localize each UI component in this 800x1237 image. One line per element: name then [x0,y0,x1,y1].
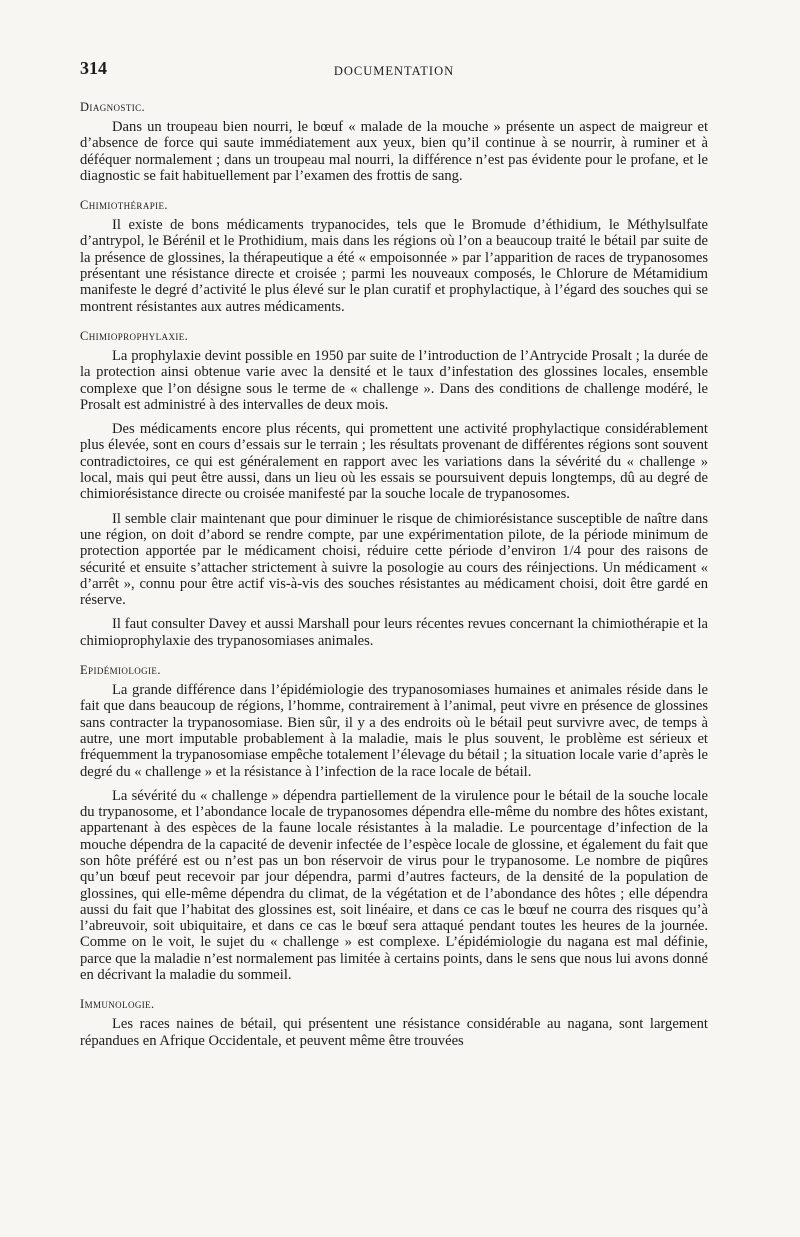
section-heading: Chimiothérapie. [80,198,168,213]
paragraph: Il semble clair maintenant que pour diminuer le risque de chimiorésistance susceptible de naître dans une région, on doit d’abord se rendre compte, par une expérimentation pilote, de la période minimum de protection apportée par le médicament choisi, réduire cette période d’environ 1/4 pour des raisons de sécurité et ensuite s’attacher strictement à suivre la posologie au cours des réinjections. Un médicament « d’arrêt », connu pour être actif vis-à-vis des souches résistantes au médicament choisi, doit être gardé en réserve. [80,510,708,609]
page-number: 314 [80,58,107,78]
paragraph: Il existe de bons médicaments trypanocides, tels que le Bromude d’éthidium, le Méthylsulfate d’antrypol, le Bérénil et le Prothidium, mais dans les régions où l’on a beaucoup traité le bétail par suite de la présence de glossines, la thérapeutique a été « empoisonnée » par l’apparition de races de trypanosomes présentant une résistance directe et croisée ; parmi les nouveaux composés, le Chlorure de Métamidium manifeste le degré d’activité le plus élevé sur le plan curatif et prophylactique, à l’égard des souches qui se montrent résistantes aux autres médicaments. [80,217,708,315]
paragraph: Il faut consulter Davey et aussi Marshall pour leurs récentes revues concernant la chimiothérapie et la chimioprophylaxie des trypanosomiases animales. [80,616,708,649]
paragraph: Les races naines de bétail, qui présentent une résistance considérable au nagana, sont largement répandues en Afrique Occidentale, et peuvent même être trouvées [80,1016,708,1049]
section-epidemiologie [80,663,708,983]
section-immunologie [80,997,708,1049]
section-heading: Diagnostic. [80,100,146,114]
section-heading: Chimioprophylaxie. [80,328,189,343]
paragraph: Des médicaments encore plus récents, qui promettent une activité prophylactique considérablement plus élevée, sont en cours d’essais sur le terrain ; les résultats provenant de différentes régions sont souvent contradictoires, ce qui est généralement en rapport avec les variations dans la sévérité du « challenge » local, mais qui peut être aussi, dans un lieu où les essais se poursuivent depuis longtemps, dû au degré de chimiorésistance directe ou croisée manifesté par la souche locale de trypanosomes. [80,421,708,503]
page-header [80,58,708,88]
running-head: DOCUMENTATION [333,64,455,78]
paragraph: La grande différence dans l’épidémiologie des trypanosomiases humaines et animales réside dans le fait que dans beaucoup de régions, l’homme, contrairement à l’animal, peut vivre en présence de glossines sans contracter la trypanosomiase. Bien sûr, il y a des endroits où le bétail peut survivre avec, de temps à autre, une mort imputable probablement à la maladie, mais le plus souvent, le problème est sérieux et fréquemment la trypanosomiase empêche totalement l’élevage du bétail ; la situation locale varie d’après le degré du « challenge » et la résistance à l’infection de la race locale de bétail. [80,682,708,780]
paragraph: Dans un troupeau bien nourri, le bœuf « malade de la mouche » présente un aspect de maigreur et d’absence de force qui saute immédiatement aux yeux, bien qu’il continue à se nourrir, à ruminer et à déféquer normalement ; dans un troupeau mal nourri, la différence n’est pas évidente pour le profane, et le diagnostic se fait habituellement par l’examen des frottis de sang. [80,119,708,184]
section-diagnostic [80,100,708,184]
section-chimiotherapie [80,198,708,315]
section-heading: Epidémiologie. [80,663,161,678]
section-heading: Immunologie. [80,997,155,1012]
paragraph: La sévérité du « challenge » dépendra partiellement de la virulence pour le bétail de la souche locale du trypanosome, et l’abondance locale de trypanosomes dépendra elle-même du nombre des hôtes existant, appartenant à des espèces de la faune locale résistantes à la maladie. Le pourcentage d’infection de la mouche dépendra de la capacité de devenir infectée de l’espèce locale de glossine, et également du fait que son hôte préféré est ou n’est pas un bon réservoir de virus pour le trypanosome. Le nombre de piqûres qu’un bœuf peut recevoir par jour dépendra, parmi d’autres facteurs, de la densité de la population de glossines, qui elle-même dépendra du climat, de la végétation et de l’abondance des hôtes ; elle dépendra aussi du fait que l’habitat des glossines est, soit linéaire, et dans ce cas le bœuf ne courra des risques qu’à l’abreuvoir, soit ubiquitaire, et dans ce cas le bœuf sera attaqué pendant toutes les heures de la journée. Comme on le voit, le sujet du « challenge » est complexe. L’épidémiologie du nagana est mal définie, parce que la maladie n’est normalement pas limitée à certains points, dans le sens que nous lui avons donné en décrivant la maladie du sommeil. [80,787,708,984]
section-chimioprophylaxie [80,329,708,649]
paragraph: La prophylaxie devint possible en 1950 par suite de l’introduction de l’Antrycide Prosalt ; la durée de la protection ainsi obtenue varie avec la densité et le taux d’infestation des glossines locales, ensemble complexe que l’on désigne sous le terme de « challenge ». Dans des conditions de challenge modéré, le Prosalt est administré à des intervalles de deux mois. [80,347,708,413]
